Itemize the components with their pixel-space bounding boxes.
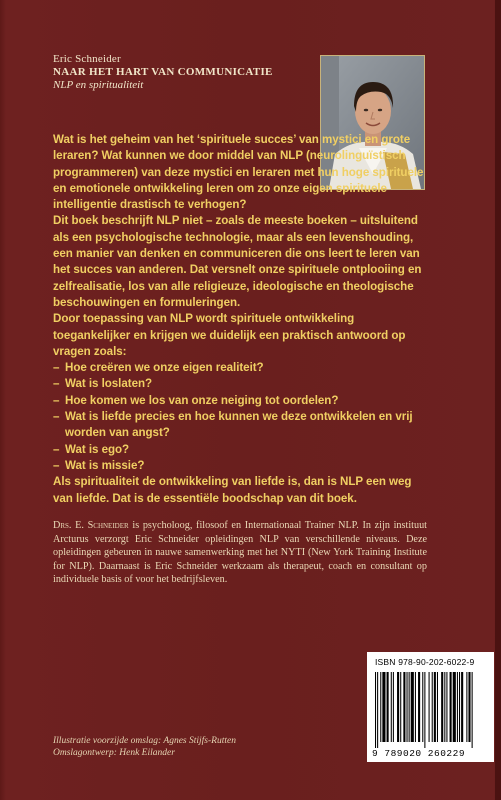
blurb-paragraph: Als spiritualiteit de ontwikkeling van liefde is, dan is NLP een weg van liefde. Dat is de essentiële boodschap van dit boek.	[53, 475, 412, 505]
barcode-bar	[466, 672, 467, 742]
barcode-bar	[397, 672, 399, 742]
barcode-bar	[375, 672, 376, 748]
blurb	[53, 132, 428, 507]
design-credit: Omslagontwerp: Henk Eilander	[53, 748, 175, 758]
question-list	[53, 360, 428, 474]
barcode-bar	[382, 672, 385, 742]
cover-header	[53, 53, 313, 92]
barcode-bar	[472, 672, 473, 748]
blurb-paragraph: Dit boek beschrijft NLP niet – zoals de meeste boeken – uitsluitend als een psychologische technologie, maar als een levenshouding, een manier van denken en communiceren die ons leert te leren van het succes van anderen. Dat versnelt onze spirituele ontplooiing en zelfrealisatie, los van alle religieuze, ideologische en theologische beschouwingen en formuleringen.	[53, 214, 422, 309]
barcode-bar	[377, 672, 378, 748]
barcode-bar	[437, 672, 438, 742]
blurb-paragraph: Door toepassing van NLP wordt spirituele ontwikkeling toegankelijker en krijgen we duidelijk een praktisch antwoord op vragen zoals:	[53, 312, 406, 358]
blurb-paragraph: Wat is het geheim van het ‘spirituele succes’ van mystici en grote leraren? Wat kunnen we door middel van NLP (neurolinguïstisch programmeren) van deze mystici en leraren met hun hoge spirituele en emotionele ontwikkeling leren om zo onze eigen spirituele intelligentie drastisch te verhogen?	[53, 133, 424, 212]
barcode-bar	[434, 672, 436, 742]
barcode-bar	[450, 672, 452, 742]
barcode-bar	[444, 672, 445, 742]
barcode-bar	[457, 672, 458, 742]
barcode-bar	[446, 672, 447, 742]
cover-credits	[53, 735, 236, 759]
cover-edge	[495, 0, 501, 800]
barcode-bar	[468, 672, 470, 742]
question-item: – Wat is ego?	[53, 442, 428, 458]
barcode-bar	[393, 672, 394, 742]
barcode-bar	[380, 672, 381, 742]
barcode-bar	[403, 672, 405, 742]
barcode-bar	[409, 672, 410, 742]
barcode-bar	[422, 672, 423, 742]
book-title: NAAR HET HART VAN COMMUNICATIE	[53, 66, 273, 78]
barcode-bar	[459, 672, 460, 742]
barcode-bar	[441, 672, 443, 742]
bio-text: is psycholoog, filosoof en Internationaal Trainer NLP. In zijn instituut Arcturus verzorgt Eric Schneider opleidingen NLP van verschillende niveaus. Deze opleidingen gebeuren in nauwe samenwerking met het NYTI (New York Training Institute for NLP). Daarnaast is Eric Schneider werkzaam als therapeut, coach en consultant op individuele basis of voor het bedrijfsleven.	[53, 520, 427, 586]
question-item: – Wat is loslaten?	[53, 376, 428, 392]
question-item: – Wat is missie?	[53, 458, 428, 474]
barcode-bar	[415, 672, 416, 742]
barcode-bar	[418, 672, 420, 742]
barcode-bar	[411, 672, 414, 742]
question-item: – Hoe komen we los van onze neiging tot oordelen?	[53, 393, 428, 409]
author-name: Eric Schneider	[53, 53, 121, 65]
barcode-bars	[375, 672, 486, 748]
question-item: – Wat is liefde precies en hoe kunnen we deze ontwikkelen en vrij worden van angst?	[53, 409, 428, 442]
barcode-panel	[367, 652, 494, 762]
barcode-bar	[400, 672, 401, 742]
book-subtitle: NLP en spiritualiteit	[53, 79, 144, 91]
illustration-credit: Illustratie voorzijde omslag: Agnes Stijfs-Rutten	[53, 736, 236, 746]
barcode-bar	[461, 672, 463, 742]
barcode-bar	[387, 672, 389, 742]
barcode-bar	[453, 672, 456, 742]
barcode-bar	[432, 672, 433, 742]
question-item: – Hoe creëren we onze eigen realiteit?	[53, 360, 428, 376]
bio-name: Drs. E. Schneider	[53, 520, 129, 531]
barcode-bar	[429, 672, 430, 742]
barcode-bar	[391, 672, 392, 742]
ean-number: 9 789020 260229	[372, 748, 466, 759]
isbn-label: ISBN 978-90-202-6022-9	[375, 657, 475, 667]
barcode-bar	[407, 672, 408, 742]
barcode-bar	[424, 672, 425, 748]
author-bio	[53, 519, 427, 587]
